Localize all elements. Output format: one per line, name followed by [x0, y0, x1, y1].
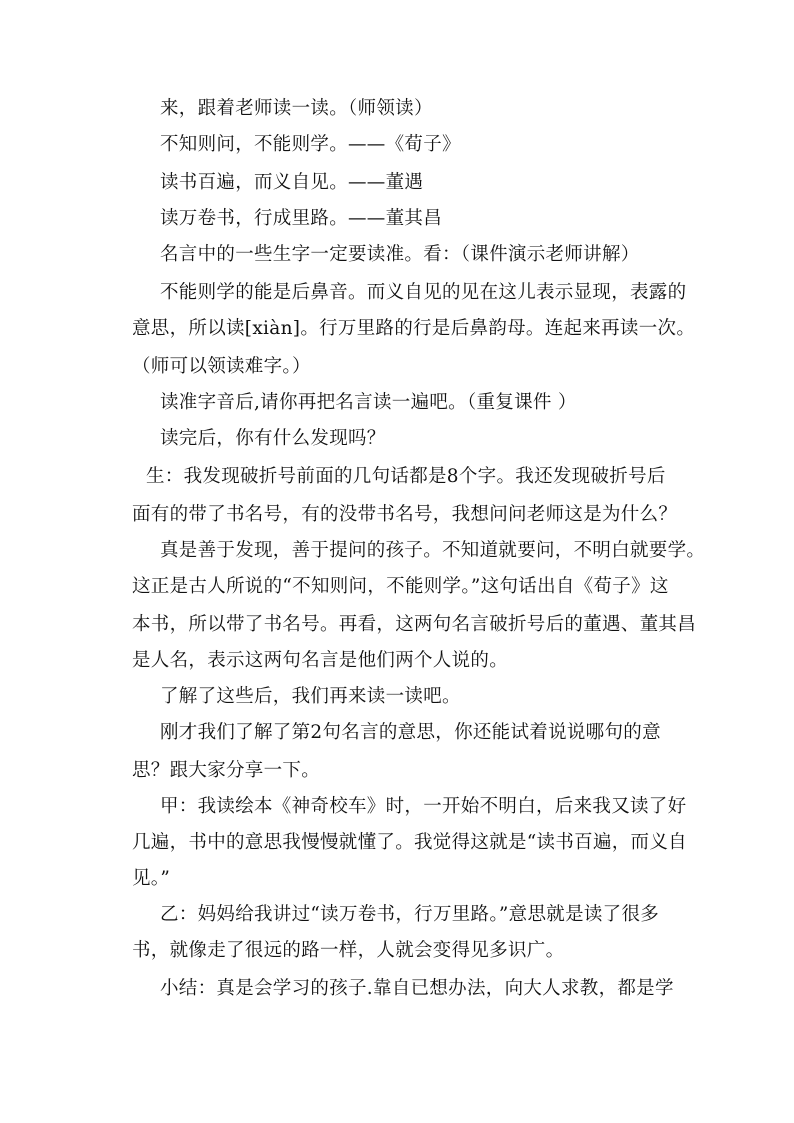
- text-line: 名言中的一些生字一定要读准。看：（课件演示老师讲解）: [160, 244, 640, 265]
- text-line: 读完后，你有什么发现吗？: [160, 428, 386, 449]
- text-line: 读准字音后,请你再把名言读一遍吧。（重复课件 ）: [160, 392, 577, 413]
- text-line: 刚才我们了解了第2句名言的意思，你还能试着说说哪句的意: [160, 722, 661, 743]
- text-line: 甲：我读绘本《神奇校车》时，一开始不明白，后来我又读了好: [160, 796, 687, 817]
- text-line: 见。”: [132, 868, 171, 889]
- text-line: （师可以领读难字。）: [132, 356, 311, 377]
- text-line: 思？跟大家分享一下。: [132, 760, 321, 781]
- text-line: 乙：妈妈给我讲过“读万卷书，行万里路。”意思就是读了很多: [160, 904, 660, 925]
- text-line: 生：我发现破折号前面的几句话都是8个字。我还发现破折号后: [146, 466, 666, 487]
- text-line: 意思，所以读[xiàn]。行万里路的行是后鼻韵母。连起来再读一次。: [132, 318, 696, 339]
- text-line: 真是善于发现，善于提问的孩子。不知道就要问，不明白就要学。: [160, 540, 706, 561]
- text-line: 小结：真是会学习的孩子.靠自已想办法，向大人求教，都是学: [160, 978, 674, 999]
- text-line: 读万卷书，行成里路。——董其昌: [160, 208, 443, 229]
- text-line: 几遍，书中的意思我慢慢就懂了。我觉得这就是“读书百遍，而义自: [132, 832, 687, 853]
- text-line: 了解了这些后，我们再来读一读吧。: [160, 686, 461, 707]
- text-line: 这正是古人所说的“不知则问，不能则学。”这句话出自《荀子》这: [132, 576, 669, 597]
- text-line: 不能则学的能是后鼻音。而义自见的见在这儿表示显现，表露的: [160, 282, 687, 303]
- text-line: 不知则问，不能则学。——《荀子》: [160, 134, 461, 155]
- text-line: 读书百遍，而义自见。——董遇: [160, 172, 424, 193]
- text-line: 本书，所以带了书名号。再看，这两句名言破折号后的董遇、董其昌: [132, 614, 697, 635]
- text-line: 书，就像走了很远的路一样，人就会变得见多识广。: [132, 940, 565, 961]
- text-line: 面有的带了书名号，有的没带书名号，我想问问老师这是为什么？: [132, 504, 678, 525]
- text-line: 是人名，表示这两句名言是他们两个人说的。: [132, 650, 509, 671]
- text-line: 来，跟着老师读一读。（师领读）: [160, 98, 433, 119]
